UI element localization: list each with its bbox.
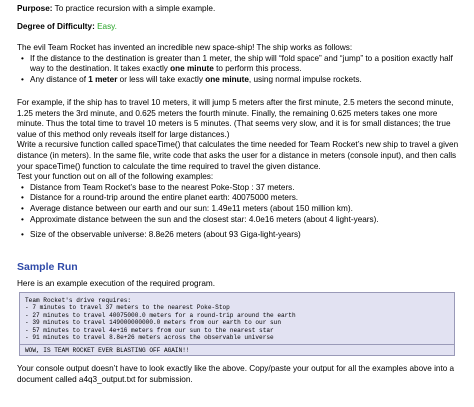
sample-run-heading: Sample Run	[17, 261, 78, 273]
closing-paragraph: Your console output doesn’t have to look exactly like the above. Copy/paste your output for all the examples above into a document called a4q3_output.txt for submission.	[17, 364, 455, 384]
rule-item: • Any distance of 1 meter or less will take exactly one minute, using normal impulse rockets.	[21, 74, 362, 84]
rules-section	[17, 43, 466, 85]
example-paragraph: For example, if the ship has to travel 10 meters, it will jump 5 meters after the first minute, 2.5 meters the second minute, 1.25 meters the 3rd minute, and 0.625 meters the fourth minute. Finally, the remaining 0.625 meters takes one more minute. Thus the total time to travel 10 meters is 5 minutes. (That seems very slow, and it is for small distances; the true value of this method only reveals itself for large distances.)	[17, 98, 454, 139]
difficulty-line	[17, 22, 466, 33]
rules-list	[17, 54, 466, 86]
description-section	[17, 98, 466, 241]
console-line: - 57 minutes to travel 4e+16 meters from our sun to the nearest star	[25, 326, 274, 334]
example-item: • Distance from Team Rocket’s base to the nearest Poke-Stop : 37 meters.	[21, 182, 295, 192]
write-paragraph: Write a recursive function called spaceTime() that calculates the time needed for Team Rocket’s new ship to travel a given distance (in meters). In the same file, write code that asks the user for a distance in meters (console input), and then calls your spaceTime() function to calculate the time required to travel the given distance.	[17, 140, 459, 171]
console-divider	[20, 344, 454, 345]
examples-list	[17, 183, 466, 241]
rule-item: • If the distance to the destination is greater than 1 meter, the ship will “fold space” and “jump” to a position exactly half way to the destination. It takes exactly one minute to perform this process.	[21, 53, 453, 74]
purpose-line	[17, 4, 466, 15]
console-line: - 7 minutes to travel 37 meters to the nearest Poke-Stop	[25, 304, 230, 312]
sample-intro: Here is an example execution of the required program.	[17, 279, 215, 288]
test-line: Test your function out on all of the following examples:	[17, 172, 214, 182]
example-item: • Approximate distance between the sun and the closest star: 4.0e16 meters (about 4 light-years).	[21, 214, 379, 224]
console-line: - 91 minutes to travel 8.8e+26 meters across the observable universe	[25, 334, 274, 342]
console-line: - 27 minutes to travel 40075000.0 meters for a round-trip around the earth	[25, 311, 296, 319]
console-line: Team Rocket's drive requires:	[25, 297, 132, 304]
example-item: • Distance for a round-trip around the entire planet earth: 40075000 meters.	[21, 193, 299, 203]
example-item: • Size of the observable universe: 8.8e26 meters (about 93 Giga-light-years)	[21, 230, 301, 240]
console-line: - 39 minutes to travel 149000000000.0 meters from our earth to our sun	[25, 319, 281, 327]
example-item: • Average distance between our earth and our sun: 1.49e11 meters (about 150 million km).	[21, 203, 353, 213]
difficulty-value: Easy.	[94, 22, 117, 31]
console-footer: WOW, IS TEAM ROCKET EVER BLASTING OFF AGAIN!!	[25, 347, 190, 355]
intro-text: The evil Team Rocket has invented an incredible new space-ship! The ship works as follows:	[17, 43, 353, 52]
difficulty-label: Degree of Difficulty:	[17, 22, 95, 31]
purpose-text: To practice recursion with a simple example.	[52, 4, 216, 13]
console-output	[19, 292, 455, 356]
purpose-label: Purpose:	[17, 4, 53, 13]
